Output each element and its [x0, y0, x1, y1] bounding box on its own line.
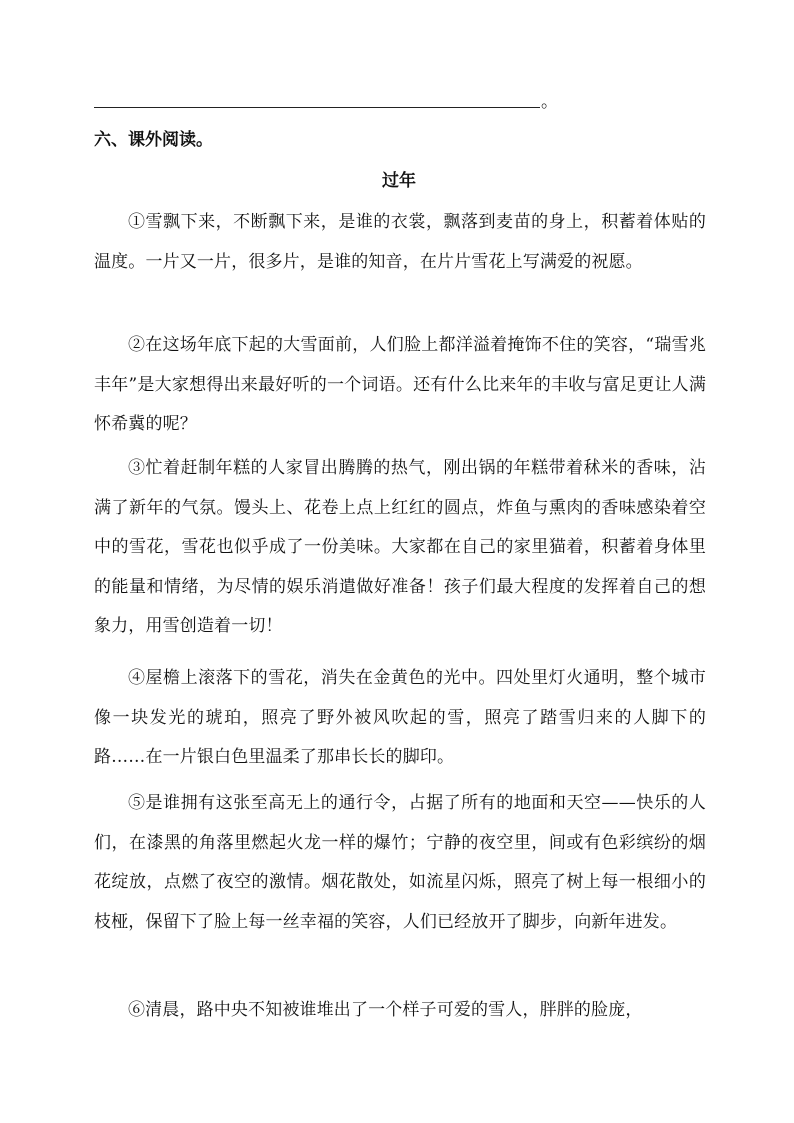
answer-line-period: 。	[541, 92, 558, 112]
paragraph-2: ②在这场年底下起的大雪面前，人们脸上都洋溢着掩饰不住的笑容，“瑞雪兆丰年”是大家想得出来最好听的一个词语。还有什么比来年的丰收与富足更让人满怀希冀的呢？	[94, 335, 706, 434]
answer-blank-line	[94, 93, 540, 108]
answer-line-row	[94, 84, 564, 112]
paragraph-6: ⑥清晨，路中央不知被谁堆出了一个样子可爱的雪人，胖胖的脸庞，	[128, 1000, 643, 1020]
paragraph-3: ③忙着赶制年糕的人家冒出腾腾的热气，刚出锅的年糕带着秫米的香味，沾满了新年的气氛。馒头上、花卷上点上红红的圆点，炸鱼与熏肉的香味感染着空中的雪花，雪花也似乎成了一份美味。大家都在自己的家里猫着，积蓄着身体里的能量和情绪，为尽情的娱乐消遣做好准备！孩子们最大程度的发挥着自己的想象力，用雪创造着一切！	[94, 458, 706, 636]
paragraph-1: ①雪飘下来，不断飘下来，是谁的衣裳，飘落到麦苗的身上，积蓄着体贴的温度。一片又一片，很多片，是谁的知音，在片片雪花上写满爱的祝愿。	[94, 212, 706, 272]
section-heading: 六、课外阅读。	[94, 130, 213, 150]
paragraph-4: ④屋檐上滚落下的雪花，消失在金黄色的光中。四处里灯火通明，整个城市像一块发光的琥珀，照亮了野外被风吹起的雪，照亮了踏雪归来的人脚下的路……在一片银白色里温柔了那串长长的脚印。	[94, 668, 706, 767]
paragraph-5: ⑤是谁拥有这张至高无上的通行令，占据了所有的地面和天空——快乐的人们，在漆黑的角落里燃起火龙一样的爆竹；宁静的夜空里，间或有色彩缤纷的烟花绽放，点燃了夜空的激情。烟花散处，如流星闪烁，照亮了树上每一根细小的枝桠，保留下了脸上每一丝幸福的笑容，人们已经放开了脚步，向新年进发。	[94, 793, 706, 932]
passage-title: 过年	[382, 171, 416, 191]
